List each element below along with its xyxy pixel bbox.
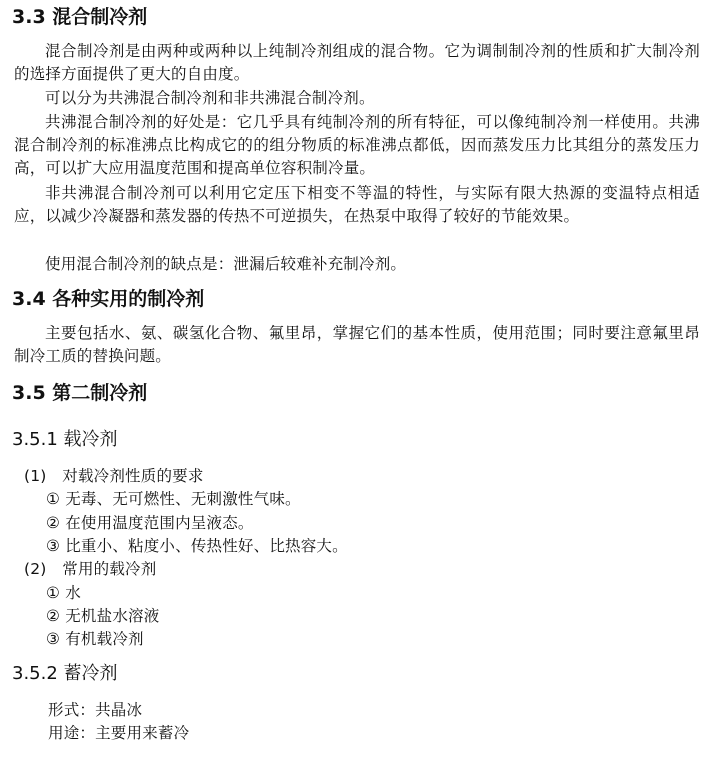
sub-item: ② 无机盐水溶液 (46, 607, 160, 625)
list-item-common-coolants: (2) 常用的载冷剂 (24, 560, 157, 578)
paragraph-practical-refrigerants: 主要包括水、氨、碳氢化合物、氟里昂，掌握它们的基本性质，使用范围；同时要注意氟里昂制冷工质的替换问题。 (14, 324, 700, 365)
paragraph-non-azeotropic: 非共沸混合制冷剂可以利用它定压下相变不等温的特性，与实际有限大热源的变温特点相适应，以减少冷凝器和蒸发器的传热不可逆损失，在热泵中取得了较好的节能效果。 (14, 184, 700, 225)
paragraph-azeotropic-advantages: 共沸混合制冷剂的好处是：它几乎具有纯制冷剂的所有特征，可以像纯制冷剂一样使用。共沸混合制冷剂的标准沸点比构成它的的组分物质的标准沸点都低，因而蒸发压力比其组分的蒸发压力高，可以扩大应用温度范围和提高单位容积制冷量。 (14, 113, 700, 177)
heading-3-5-2: 3.5.2 蓄冷剂 (12, 663, 118, 684)
heading-3-4: 3.4 各种实用的制冷剂 (12, 288, 205, 310)
sub-item: ③ 比重小、粘度小、传热性好、比热容大。 (46, 537, 348, 555)
list-item-coolant-requirements: (1) 对载冷剂性质的要求 (24, 467, 204, 485)
heading-3-3: 3.3 混合制冷剂 (12, 6, 148, 28)
heading-3-5: 3.5 第二制冷剂 (12, 382, 148, 404)
paragraph-mixed-refrigerant-types: 可以分为共沸混合制冷剂和非共沸混合制冷剂。 (45, 89, 375, 107)
sub-item: ② 在使用温度范围内呈液态。 (46, 514, 254, 532)
line-form: 形式：共晶冰 (48, 701, 143, 719)
line-usage: 用途：主要用来蓄冷 (48, 724, 190, 742)
paragraph-mixed-refrigerant-drawback: 使用混合制冷剂的缺点是：泄漏后较难补充制冷剂。 (45, 255, 407, 273)
heading-3-5-1: 3.5.1 载冷剂 (12, 429, 118, 450)
sub-item: ① 水 (46, 584, 81, 602)
sub-item: ③ 有机载冷剂 (46, 630, 144, 648)
sub-item: ① 无毒、无可燃性、无刺激性气味。 (46, 490, 301, 508)
paragraph-mixed-refrigerant-intro: 混合制冷剂是由两种或两种以上纯制冷剂组成的混合物。它为调制制冷剂的性质和扩大制冷剂的选择方面提供了更大的自由度。 (14, 42, 700, 83)
